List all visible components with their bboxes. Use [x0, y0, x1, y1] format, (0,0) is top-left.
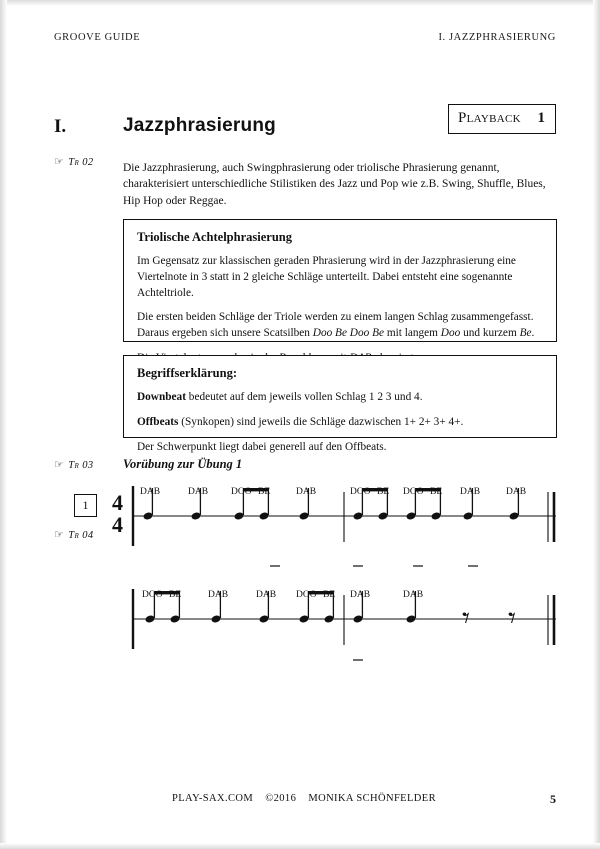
running-head-left: GROOVE GUIDE	[54, 32, 141, 43]
playback-number: 1	[537, 110, 545, 126]
track-label-tr04: Tr 04	[68, 530, 94, 541]
system-2-syllables	[142, 590, 423, 600]
box1-title: Triolische Achtelphrasierung	[137, 230, 292, 244]
box2-term-downbeat: Downbeat	[137, 391, 186, 403]
syllable: DAB	[208, 590, 229, 600]
time-signature-top: 4	[112, 490, 123, 515]
syllable: DAB	[350, 590, 371, 600]
box2-p1-text: bedeutet auf dem jeweils vollen Schlag 1 2 3 und 4.	[185, 391, 423, 403]
info-box-begriffserklaerung	[123, 355, 557, 453]
score-systems	[132, 486, 556, 649]
system-1-syllables	[140, 487, 526, 497]
footer-author: MONIKA SCHÖNFELDER	[308, 793, 437, 804]
syllable: DOO	[296, 590, 317, 600]
box1-p2-part-b: mit langem	[384, 327, 441, 340]
syllable: BE	[323, 590, 336, 600]
exercise-caption: Vorübung zur Übung 1	[123, 457, 243, 471]
syllable: BE	[377, 487, 390, 497]
syllable: BE	[430, 487, 443, 497]
playback-box	[448, 104, 556, 134]
quarter-rest-glyph: 𝄾	[508, 602, 516, 635]
track-label-tr02: Tr 02	[68, 157, 94, 168]
syllable: BE	[258, 487, 271, 497]
syllable: DAB	[460, 487, 481, 497]
rest-1	[462, 602, 470, 635]
syllable: DOO	[142, 590, 163, 600]
pointing-hand-icon: ☞	[54, 529, 65, 541]
time-signature	[112, 490, 123, 537]
box1-paragraph-1: Im Gegensatz zur klassischen geraden Phrasierung wird in der Jazzphrasierung eine Viertelnote in 3 statt in 2 gleiche Schläge unterteilt. Dabei entsteht eine sogenannte Achteltriole.	[137, 255, 516, 299]
syllable: DOO	[350, 487, 371, 497]
info-box-triolische-achtelphrasierung	[123, 219, 557, 342]
running-head-right: I. JAZZPHRASIERUNG	[438, 32, 556, 43]
box1-p2-scat-3: Be	[519, 327, 532, 340]
page-edge-right	[593, 0, 600, 849]
track-marker-tr03	[54, 458, 94, 471]
track-marker-tr04	[54, 528, 94, 541]
quarter-rest-glyph: 𝄾	[462, 602, 470, 635]
time-signature-bottom: 4	[112, 512, 123, 537]
page-edge-bottom	[0, 843, 600, 849]
footer-copyright: ©2016	[265, 793, 297, 804]
box1-p2-part-a: Die ersten beiden Schläge der Triole werden zu einem langen Schlag zusammengefasst. Daraus ergeben sich unsere Scatsilben	[137, 311, 534, 340]
exercise-number-badge: 1	[74, 494, 97, 517]
footer-site: PLAY-SAX.COM	[172, 793, 254, 804]
track-label-tr03: Tr 03	[68, 460, 94, 471]
page-number: 5	[550, 792, 556, 806]
syllable: DAB	[140, 487, 161, 497]
syllable: DAB	[256, 590, 277, 600]
box2-title: Begriffserklärung:	[137, 366, 237, 380]
box1-paragraph-2	[137, 310, 543, 342]
chapter-number: I.	[54, 116, 67, 137]
box2-paragraph-1	[137, 390, 543, 406]
box2-term-offbeats: Offbeats	[137, 415, 179, 428]
pointing-hand-icon: ☞	[54, 156, 65, 168]
pointing-hand-icon: ☞	[54, 459, 65, 471]
page-edge-left	[0, 0, 7, 849]
beat-ticks	[270, 566, 478, 660]
syllable: DAB	[188, 487, 209, 497]
box2-paragraph-3: Der Schwerpunkt liegt dabei generell auf den Offbeats.	[137, 440, 387, 453]
page-title: Jazzphrasierung	[123, 115, 276, 136]
rest-2	[508, 602, 516, 635]
box2-p2-text: (Synkopen) sind jeweils die Schläge dazwischen 1+ 2+ 3+ 4+.	[178, 415, 464, 428]
playback-label: Playback	[458, 110, 521, 126]
page-footer	[0, 793, 600, 809]
running-head	[54, 32, 556, 48]
box1-p2-scat-2: Doo	[440, 327, 461, 340]
page-edge-top	[0, 0, 600, 6]
box1-p2-part-d: .	[531, 327, 535, 340]
syllable: DOO	[231, 487, 252, 497]
box1-p2-part-c: und kurzem	[460, 327, 520, 340]
music-score	[108, 480, 558, 670]
track-marker-tr02	[54, 155, 94, 168]
intro-paragraph: Die Jazzphrasierung, auch Swingphrasierung oder triolische Phrasierung genannt, charakterisiert unterschiedliche Stilistiken des Jazz und Pop wie z.B. Swing, Shuffle, Blues, Hip Hop oder Reggae.	[123, 162, 546, 207]
syllable: BE	[169, 590, 182, 600]
box2-paragraph-2	[137, 415, 543, 431]
syllable: DAB	[403, 590, 424, 600]
box1-p2-scat-1: Doo Be Doo Be	[312, 327, 384, 340]
footer-text	[172, 793, 436, 804]
syllable: DOO	[403, 487, 424, 497]
syllable: DAB	[506, 487, 527, 497]
syllable: DAB	[296, 487, 317, 497]
